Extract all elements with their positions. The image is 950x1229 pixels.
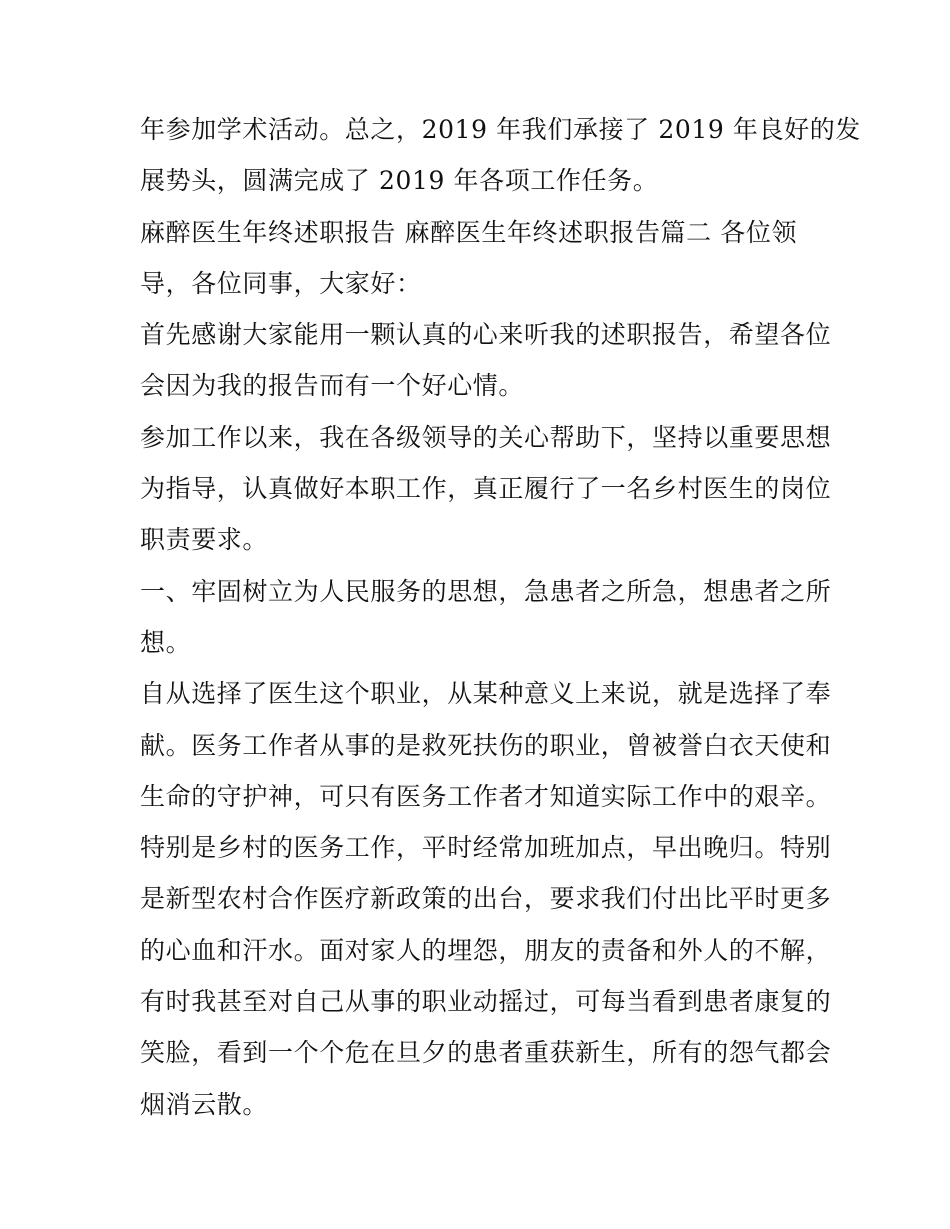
- text-line: 年参加学术活动。总之，2019 年我们承接了 2019 年良好的发: [140, 115, 861, 144]
- text-line: 会因为我的报告而有一个好心情。: [140, 371, 525, 401]
- text-line: 职责要求。: [140, 525, 269, 555]
- text-line: 自从选择了医生这个职业，从某种意义上来说，就是选择了奉: [140, 679, 832, 709]
- text-line: 特别是乡村的医务工作，平时经常加班加点，早出晚归。特别: [140, 833, 832, 863]
- text-line: 一、牢固树立为人民服务的思想，急患者之所急，想患者之所: [140, 576, 832, 606]
- text-line: 导，各位同事，大家好：: [140, 268, 422, 298]
- text-line: 笑脸，看到一个个危在旦夕的患者重获新生，所有的怨气都会: [140, 1038, 832, 1068]
- text-line: 想。: [140, 627, 192, 657]
- text-line: 首先感谢大家能用一颗认真的心来听我的述职报告，希望各位: [140, 320, 832, 350]
- text-line: 参加工作以来，我在各级领导的关心帮助下，坚持以重要思想: [140, 422, 832, 452]
- text-line: 是新型农村合作医疗新政策的出台，要求我们付出比平时更多: [140, 884, 832, 914]
- text-line: 有时我甚至对自己从事的职业动摇过，可每当看到患者康复的: [140, 987, 832, 1017]
- text-line: 麻醉医生年终述职报告 麻醉医生年终述职报告篇二 各位领: [140, 217, 798, 247]
- document-body: [140, 104, 861, 1130]
- text-line: 烟消云散。: [140, 1089, 269, 1119]
- text-line: 为指导，认真做好本职工作，真正履行了一名乡村医生的岗位: [140, 474, 832, 504]
- text-line: 生命的守护神，可只有医务工作者才知道实际工作中的艰辛。: [140, 781, 832, 811]
- text-line: 的心血和汗水。面对家人的埋怨，朋友的责备和外人的不解，: [140, 935, 832, 965]
- text-line: 展势头，圆满完成了 2019 年各项工作任务。: [140, 166, 659, 196]
- text-line: 献。医务工作者从事的是救死扶伤的职业，曾被誉白衣天使和: [140, 730, 832, 760]
